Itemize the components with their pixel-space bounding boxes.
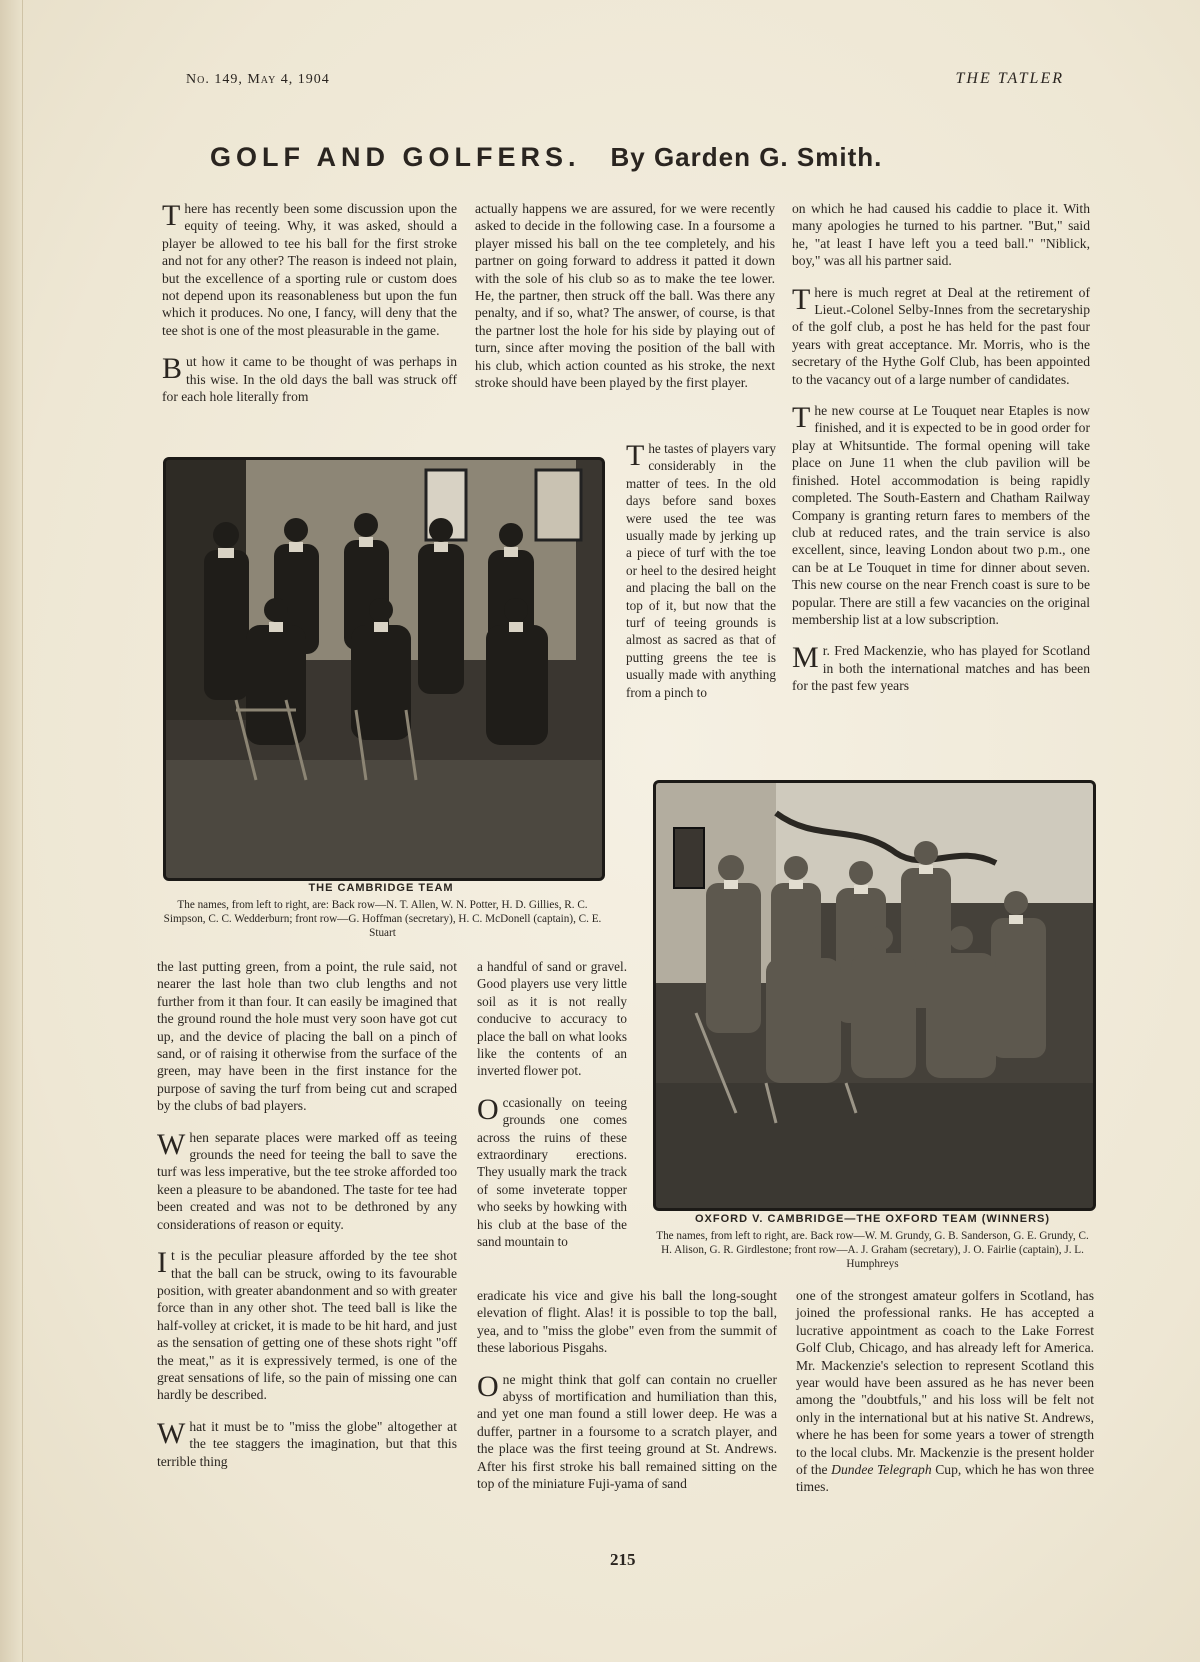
magazine-title: THE TATLER <box>955 70 1064 87</box>
drop-cap: M <box>792 641 819 675</box>
headline-title: GOLF AND GOLFERS. <box>210 142 581 172</box>
paragraph <box>792 402 1090 628</box>
page-number: 215 <box>610 1550 636 1569</box>
paragraph-text: ut how it came to be thought of was perhaps in this wise. In the old days the ball was struck off for each hole literally from <box>162 354 457 405</box>
paragraph-text: a handful of sand or gravel. Good players use very little soil as it is not really conducive to accuracy to place the ball on what looks like the contents of an inverted flower pot. <box>477 959 627 1079</box>
lower-middle-column <box>477 1287 777 1506</box>
column-1 <box>162 200 457 419</box>
drop-cap: B <box>162 352 183 386</box>
paragraph-text: r. Fred Mackenzie, who has played for Scotland in both the international matches and has been for the past few years <box>792 643 1090 694</box>
column-3 <box>792 200 1090 709</box>
paragraph-text: the last putting green, from a point, the rule said, not nearer the last hole than two club lengths and not further from it than four. It can easily be imagined that the ground round the hole must very soon have got cut up, and the device of placing the ball on a pinch of sand, or of raising it otherwise from the surface of the green, may have been in the first instance for the purpose of saving the turf from being cut and scraped by the clubs of bad players. <box>157 959 457 1114</box>
paragraph-text: t is the peculiar pleasure afforded by the tee shot that the ball can be struck, owing to its favourable position, with greater abandonment and so with greater force than in any other shot. The teed ball is like the half-volley at cricket, it is made to be hit hard, and just as the sensation of getting one of these shots right "off the meat," as it is expressively termed, is one of the great sensations of life, so the pain of missing one can hardly be described. <box>157 1248 457 1403</box>
paragraph-text: Cup, which he has won three times. <box>796 1462 1095 1495</box>
paragraph-text: eradicate his vice and give his ball the long-sought elevation of flight. Alas! it is possible to top the ball, yea, and to "miss the globe" even from the summit of these laborious Pisgahs. <box>477 1288 777 1356</box>
drop-cap: T <box>626 439 645 472</box>
article-headline <box>210 142 1050 173</box>
paragraph-text: one of the strongest amateur golfers in Scotland, has joined the professional ranks. He has accepted a lucrative appointment as coach to the Lake Forrest Golf Club, Chicago, and has already left for America. Mr. Mackenzie's selection to represent Scotland this year would have been assured as he has never been among the "doubtfuls," and his loss will be felt not only in the international but at his native St. Andrews, where he has been for some years a tower of strength to the local clubs. Mr. Mackenzie is the present holder of the <box>796 1288 1094 1478</box>
photo1-caption: The names, from left to right, are: Back row—N. T. Allen, W. N. Potter, H. D. Gillies, R. C. Simpson, C. C. Wedderburn; front row—G. Hoffman (secretary), H. C. McDonell (captain), C. E. Stuart <box>163 899 602 939</box>
torn-page-edge <box>0 0 23 1662</box>
paragraph-text: ne might think that golf can contain no crueller abyss of mortification and humiliation than this, and yet one man found a still lower deep. He was a duffer, partner in a foursome to a scratch player, and the place was the first teeing ground at St. Andrews. After his first stroke his ball remained sitting on the top of the miniature Fuji-yama of sand <box>477 1371 777 1492</box>
oxford-team-photo <box>653 780 1096 1211</box>
lower-middle-narrow-column <box>477 958 627 1265</box>
paragraph <box>157 1247 457 1404</box>
drop-cap: W <box>157 1416 186 1450</box>
paragraph <box>157 1129 457 1233</box>
paragraph-text: ccasionally on teeing grounds one comes across the ruins of these extraordinary erections. They usually mark the track of some inveterate topper who seeks by howking with his club at the base of the sand mountain to <box>477 1094 627 1250</box>
paragraph-text: hat it must be to "miss the globe" altogether at the tee staggers the imagination, but that this terrible thing <box>157 1418 457 1469</box>
paragraph <box>477 1371 777 1493</box>
paragraph <box>157 958 457 1115</box>
paragraph <box>162 353 457 405</box>
paragraph <box>475 200 775 391</box>
photo2-title: OXFORD V. CAMBRIDGE—THE OXFORD TEAM (WINNERS) <box>694 1213 1051 1225</box>
paragraph <box>477 958 627 1080</box>
issue-line: No. 149, May 4, 1904 <box>186 72 330 87</box>
paragraph-text: he tastes of players vary considerably in the matter of tees. In the old days before sand boxes were used the tee was usually made by jerking up a piece of turf with the toe or heel to the desired height and placing the ball on the top of it, but now that the turf of teeing grounds is almost as sacred as that of putting greens the tee is usually made with anything from a pinch to <box>626 441 776 700</box>
drop-cap: I <box>157 1246 167 1280</box>
paragraph <box>157 1418 457 1470</box>
cambridge-team-photo-art <box>166 460 602 878</box>
paragraph <box>477 1287 777 1357</box>
paragraph-text: actually happens we are assured, for we were recently asked to decide in the following case. In a foursome a player missed his ball on the tee completely, and his partner on going forward to address it patted it down with the sole of his club so as to make the tee lower. He, the partner, then struck off the ball. Was there any penalty, and if so, what? The answer, of course, is that the partner lost the hole for his side by playing out of turn, since after moving the position of the ball with his club, which action counted as his stroke, the next stroke should have been played by the first player. <box>475 201 775 391</box>
lower-right-column <box>796 1287 1094 1510</box>
paragraph-text: hen separate places were marked off as teeing grounds the need for teeing the ball to save the turf was less imperative, but the tee stroke afforded too keen a pleasure to be abandoned. The taste for tee had been created and was not to be dethroned by any considerations of reason or equity. <box>157 1129 457 1232</box>
paragraph-text: he new course at Le Touquet near Etaples is now finished, and it is expected to be in good order for play at Whitsuntide. The formal opening will take place on June 11 when the club pavilion will be finished. Hotel accommodation is being rapidly completed. The South-Eastern and Chatham Railway Company is granting return fares to members of the club at reduced rates, and the train service is also excellent, since, leaving London about two p.m., one can be at Le Touquet in time for dinner about seven. This new course on the near French coast is sure to be popular. There are still a few vacancies on the original membership list at a low subscription. <box>792 403 1090 627</box>
paragraph <box>796 1287 1094 1496</box>
photo1-title: THE CAMBRIDGE TEAM <box>308 882 454 894</box>
headline-byline: By Garden G. Smith. <box>610 142 883 172</box>
drop-cap: W <box>157 1127 186 1161</box>
paragraph-text: on which he had caused his caddie to place it. With many apologies he turned to his partner. "But," said he, "at least I have left you a teed ball." "Niblick, boy," was all his partner said. <box>792 201 1090 269</box>
paragraph <box>792 284 1090 388</box>
paragraph <box>626 440 776 701</box>
drop-cap: T <box>162 199 181 232</box>
oxford-team-photo-art <box>656 783 1093 1208</box>
paragraph <box>162 200 457 339</box>
drop-cap: O <box>477 1092 499 1126</box>
paragraph-text: here has recently been some discussion upon the equity of teeing. Why, it was asked, should a player be allowed to tee his ball for the first stroke and not for any other? The reason is indeed not plain, but the excellence of a sporting rule or custom does not depend upon its reasonableness but upon the fun which it produces. No one, I fancy, will deny that the tee shot is one of the most pleasurable in the game. <box>162 201 457 338</box>
paragraph <box>792 200 1090 270</box>
paragraph <box>792 642 1090 694</box>
paragraph-text: here is much regret at Deal at the retirement of Lieut.-Colonel Selby-Innes from the secretaryship of the golf club, a post he has held for the past four years with great acceptance. Mr. Morris, who is the secretary of the Hythe Golf Club, has been appointed to the vacancy out of a large number of candidates. <box>792 284 1090 387</box>
drop-cap: O <box>477 1369 499 1403</box>
drop-cap: T <box>792 401 811 435</box>
narrow-column <box>626 440 776 715</box>
paragraph <box>477 1094 627 1251</box>
lower-left-column <box>157 958 457 1484</box>
column-2 <box>475 200 775 405</box>
photo2-caption: The names, from left to right, are. Back row—W. M. Grundy, G. B. Sanderson, G. E. Grundy, C. H. Alison, G. R. Girdlestone; front row—A. J. Graham (secretary), J. O. Fairlie (captain), J. L. Humphreys <box>656 1230 1089 1270</box>
newspaper-name: Dundee Telegraph <box>831 1462 932 1478</box>
drop-cap: T <box>792 282 811 316</box>
cambridge-team-photo <box>163 457 605 881</box>
